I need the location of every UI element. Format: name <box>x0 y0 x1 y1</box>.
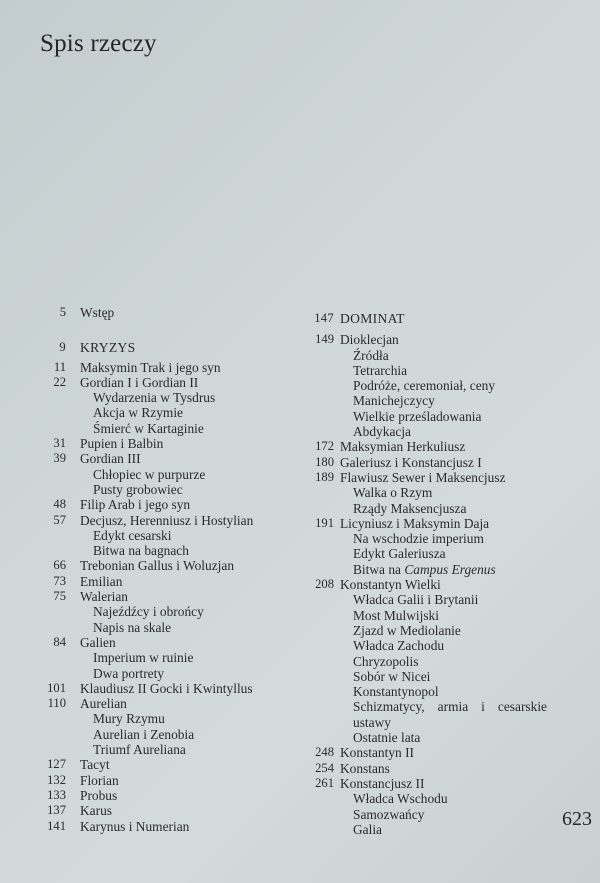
toc-subentry <box>290 424 555 439</box>
toc-entry-text: Filip Arab i jego syn <box>80 497 191 513</box>
toc-page-number: 180 <box>315 454 334 469</box>
toc-entry <box>20 375 290 390</box>
toc-subentry <box>290 822 555 837</box>
toc-entry-title <box>353 378 547 393</box>
toc-entry <box>20 513 290 528</box>
toc-entry-text: Władca Zachodu <box>353 638 445 654</box>
toc-page-number: 248 <box>315 745 334 760</box>
toc-subentry <box>20 421 290 436</box>
toc-subentry <box>290 531 555 546</box>
toc-entry-text: Źródła <box>353 347 389 363</box>
toc-entry <box>290 776 555 791</box>
toc-page-number: 66 <box>53 558 66 573</box>
toc-entry-title <box>353 485 547 500</box>
toc-entry-title <box>353 791 547 806</box>
toc-subentry <box>290 684 555 699</box>
toc-entry-text: Galien <box>80 634 116 650</box>
toc-entry-title <box>353 409 547 424</box>
toc-entry-text: DOMINAT <box>340 311 405 326</box>
toc-entry <box>20 436 290 451</box>
toc-entry-text: Manichejczycy <box>353 393 435 409</box>
toc-section-heading <box>20 340 290 355</box>
toc-entry <box>290 439 555 454</box>
toc-entry-title <box>93 742 186 757</box>
toc-entry <box>20 788 290 803</box>
toc-entry-title <box>80 340 135 355</box>
toc-entry-text: Florian <box>80 772 119 788</box>
toc-entry-title <box>353 501 547 516</box>
toc-entry-text: Sobór w Nicei <box>353 668 431 684</box>
toc-subentry <box>20 650 290 665</box>
toc-entry-text: Licyniusz i Maksymin Daja <box>340 515 490 531</box>
toc-entry-title <box>80 574 122 589</box>
toc-entry-title <box>80 513 253 528</box>
toc-entry-text: Gordian III <box>80 451 141 467</box>
toc-entry-text: Bitwa na bagnach <box>93 543 189 559</box>
toc-entry <box>20 305 290 320</box>
toc-page-number: 133 <box>47 787 66 802</box>
toc-page-number: 147 <box>314 311 334 325</box>
toc-entry-title <box>353 562 547 577</box>
toc-entry-title <box>353 807 547 822</box>
toc-entry <box>290 745 555 760</box>
toc-subentry <box>290 485 555 500</box>
toc-entry-title <box>93 528 171 543</box>
toc-entry-text: Konstancjusz II <box>340 775 425 791</box>
toc-entry-text: Wydarzenia w Tysdrus <box>93 390 216 406</box>
toc-subentry <box>290 654 555 669</box>
toc-subentry <box>20 620 290 635</box>
toc-entry-text: Dioklecjan <box>340 332 399 348</box>
toc-entry-title <box>353 592 547 607</box>
toc-entry-title <box>80 788 117 803</box>
toc-subentry <box>20 390 290 405</box>
toc-entry-text: Władca Galii i Brytanii <box>353 592 479 608</box>
toc-page-number: 141 <box>47 818 66 833</box>
toc-entry-title <box>340 745 414 760</box>
toc-entry-title <box>340 332 399 347</box>
toc-entry-title <box>80 305 114 320</box>
toc-entry-text: Akcja w Rzymie <box>93 405 183 421</box>
toc-page-number: 101 <box>47 680 66 695</box>
toc-subentry <box>290 501 555 516</box>
toc-entry-title <box>93 405 183 420</box>
toc-entry-text: Trebonian Gallus i Woluzjan <box>80 558 235 574</box>
toc-entry-title <box>93 727 194 742</box>
toc-subentry <box>20 405 290 420</box>
toc-subentry <box>290 592 555 607</box>
toc-entry-title <box>353 393 547 408</box>
toc-subentry <box>290 378 555 393</box>
toc-entry-text: Konstantyn II <box>340 745 415 761</box>
toc-entry-title <box>80 635 116 650</box>
toc-subentry <box>20 528 290 543</box>
toc-entry-title <box>353 638 547 653</box>
toc-entry-title <box>340 311 405 326</box>
toc-subentry <box>20 543 290 558</box>
toc-subentry <box>290 669 555 684</box>
toc-entry-title <box>353 363 547 378</box>
toc-entry-text: Zjazd w Mediolanie <box>353 622 461 638</box>
toc-entry-text: Most Mulwijski <box>353 607 439 623</box>
toc-subentry <box>20 467 290 482</box>
toc-entry-title <box>93 543 189 558</box>
toc-entry-title <box>80 451 141 466</box>
toc-entry-title <box>93 482 183 497</box>
toc-entry-text: Dwa portrety <box>93 665 165 681</box>
toc-entry-title <box>353 699 547 730</box>
toc-page-number: 127 <box>47 757 66 772</box>
toc-entry <box>290 761 555 776</box>
toc-page-number: 191 <box>315 515 334 530</box>
toc-entry <box>290 332 555 347</box>
toc-entry <box>20 589 290 604</box>
toc-page-number: 73 <box>53 573 66 588</box>
toc-entry-title <box>80 681 253 696</box>
toc-entry-text: Schizmatycy, armia i cesarskie ustawy <box>353 699 547 730</box>
toc-subentry <box>290 348 555 363</box>
toc-page-number: 39 <box>53 451 66 466</box>
toc-section-heading <box>290 311 555 326</box>
toc-entry <box>20 696 290 711</box>
toc-entry-title <box>93 620 171 635</box>
toc-entry-title <box>80 436 163 451</box>
toc-subentry <box>290 623 555 638</box>
toc-entry-italic-text: Campus Ergenus <box>404 561 496 577</box>
toc-entry-title <box>353 623 547 638</box>
toc-page-number: 261 <box>315 775 334 790</box>
toc-entry-text: Gordian I i Gordian II <box>80 374 199 390</box>
toc-entry-title <box>93 666 164 681</box>
toc-entry <box>290 577 555 592</box>
toc-subentry <box>290 363 555 378</box>
toc-entry-text: Samozwańcy <box>353 806 425 822</box>
toc-entry-text: Tetrarchia <box>353 362 408 378</box>
toc-entry-text: Klaudiusz II Gocki i Kwintyllus <box>80 680 253 696</box>
toc-entry-text: Karynus i Numerian <box>80 818 190 834</box>
toc-subentry <box>290 730 555 745</box>
toc-entry-text: Ostatnie lata <box>353 730 421 746</box>
toc-entry <box>20 819 290 834</box>
toc-entry-title <box>80 696 127 711</box>
toc-entry <box>290 516 555 531</box>
toc-entry-text: Walka o Rzym <box>353 485 433 501</box>
toc-entry <box>20 360 290 375</box>
toc-entry-text: Edykt cesarski <box>93 527 172 543</box>
toc-subentry <box>290 638 555 653</box>
toc-subentry <box>20 666 290 681</box>
toc-entry-title <box>353 608 547 623</box>
toc-entry-title <box>340 776 424 791</box>
toc-entry <box>20 558 290 573</box>
toc-entry-text: Pupien i Balbin <box>80 436 164 452</box>
toc-entry-text: Pusty grobowiec <box>93 481 183 497</box>
toc-page-number: 22 <box>53 374 66 389</box>
toc-entry <box>20 773 290 788</box>
toc-subentry <box>20 482 290 497</box>
toc-subentry <box>290 807 555 822</box>
toc-entry-text: Konstans <box>340 760 390 776</box>
toc-entry-text: Władca Wschodu <box>353 791 448 807</box>
toc-page-number: 137 <box>47 803 66 818</box>
toc-entry-text: Aurelian <box>80 696 127 712</box>
toc-entry-text: Probus <box>80 787 118 803</box>
toc-entry-title <box>80 360 221 375</box>
toc-entry <box>20 681 290 696</box>
toc-entry-text: Rządy Maksencjusza <box>353 500 467 516</box>
toc-subentry <box>290 546 555 561</box>
toc-entry-text: Decjusz, Herenniusz i Hostylian <box>80 512 254 528</box>
toc-page-number: 57 <box>53 512 66 527</box>
toc-entry-title <box>93 467 205 482</box>
toc-entry-title <box>93 650 193 665</box>
toc-entry-text: Wielkie prześladowania <box>353 408 482 424</box>
toc-entry-text: Mury Rzymu <box>93 711 165 727</box>
page-title: Spis rzeczy <box>40 30 157 57</box>
toc-entry-text: Chryzopolis <box>353 653 419 669</box>
toc-entry-text: Galia <box>353 821 382 837</box>
toc-entry <box>20 803 290 818</box>
toc-entry <box>20 451 290 466</box>
toc-page-number: 11 <box>53 359 66 374</box>
toc-entry-title <box>353 669 547 684</box>
toc-entry-title <box>80 803 112 818</box>
toc-entry-title <box>80 497 190 512</box>
toc-page-number: 31 <box>53 436 66 451</box>
toc-page-number: 75 <box>53 589 66 604</box>
toc-entry-title <box>80 558 234 573</box>
toc-subentry <box>290 409 555 424</box>
toc-entry-text: Chłopiec w purpurze <box>93 466 206 482</box>
toc-subentry <box>290 791 555 806</box>
toc-page-number: 254 <box>315 760 334 775</box>
toc-page-number: 132 <box>47 772 66 787</box>
toc-subentry <box>290 393 555 408</box>
toc-subentry <box>290 562 555 577</box>
toc-entry <box>20 757 290 772</box>
toc-entry-title <box>353 531 547 546</box>
toc-page-number: 84 <box>53 634 66 649</box>
toc-entry-text: Walerian <box>80 589 128 605</box>
toc-entry-text: Galeriusz i Konstancjusz I <box>340 454 482 470</box>
toc-entry-title <box>93 390 215 405</box>
toc-subentry <box>290 608 555 623</box>
toc-entry-text: Flawiusz Sewer i Maksencjusz <box>340 469 506 485</box>
toc-entry-title <box>353 348 547 363</box>
toc-right-column <box>290 305 555 837</box>
toc-entry-text: Konstantynopol <box>353 684 439 700</box>
toc-entry-title <box>353 546 547 561</box>
toc-entry-title <box>353 730 547 745</box>
toc-entry-title <box>340 470 506 485</box>
toc-entry-text: Abdykacja <box>353 424 412 440</box>
toc-entry-text: Na wschodzie imperium <box>353 531 484 547</box>
toc-entry <box>20 574 290 589</box>
toc-entry-text: Tacyt <box>80 757 110 773</box>
toc-left-column <box>20 305 290 834</box>
toc-entry-title <box>93 604 204 619</box>
toc-subentry <box>20 727 290 742</box>
toc-page-number: 9 <box>59 340 66 355</box>
page-number: 623 <box>562 808 592 830</box>
toc-entry-title <box>80 773 119 788</box>
toc-entry <box>20 497 290 512</box>
toc-entry-title <box>353 684 547 699</box>
toc-entry-text: KRYZYS <box>80 340 136 356</box>
toc-entry-text: Emilian <box>80 573 123 589</box>
toc-entry-title <box>93 421 204 436</box>
toc-entry-text: Bitwa na <box>353 561 405 577</box>
toc-entry-text: Najeźdźcy i obrońcy <box>93 604 204 620</box>
toc-entry-title <box>80 819 189 834</box>
toc-subentry <box>20 742 290 757</box>
toc-entry-text: Edykt Galeriusza <box>353 546 446 562</box>
toc-entry-title <box>340 761 390 776</box>
toc-entry-text: Triumf Aureliana <box>93 742 186 758</box>
toc-entry-title <box>353 654 547 669</box>
toc-entry-text: Konstantyn Wielki <box>340 577 441 593</box>
toc-page-number: 110 <box>47 696 66 711</box>
toc-entry <box>290 455 555 470</box>
toc-entry-text: Karus <box>80 803 112 819</box>
toc-entry <box>290 470 555 485</box>
toc-entry-title <box>340 516 489 531</box>
toc-entry-text: Podróże, ceremoniał, ceny <box>353 378 496 394</box>
toc-entry <box>20 635 290 650</box>
toc-entry-title <box>93 711 165 726</box>
toc-entry-title <box>80 757 110 772</box>
toc-page-number: 189 <box>315 469 334 484</box>
toc-subentry <box>20 711 290 726</box>
toc-entry-title <box>340 577 441 592</box>
toc-entry-text: Aurelian i Zenobia <box>93 726 195 742</box>
toc-page-number: 172 <box>315 439 334 454</box>
toc-page-number: 48 <box>53 497 66 512</box>
toc-page-number: 208 <box>315 577 334 592</box>
toc-page-number: 5 <box>59 305 66 319</box>
toc-entry-title <box>340 439 465 454</box>
toc-entry-text: Imperium w ruinie <box>93 650 194 666</box>
toc-entry-title <box>80 589 128 604</box>
toc-subentry <box>20 604 290 619</box>
toc-entry-text: Maksymian Herkuliusz <box>340 439 466 455</box>
toc-entry-text: Śmierć w Kartaginie <box>93 420 204 436</box>
toc-subentry <box>290 699 555 730</box>
toc-entry-text: Napis na skale <box>93 619 172 635</box>
toc-entry-text: Wstęp <box>80 305 115 320</box>
toc-entry-title <box>340 455 482 470</box>
toc-entry-title <box>353 822 547 837</box>
toc-entry-title <box>353 424 547 439</box>
toc-page-number: 149 <box>315 332 334 347</box>
toc-entry-title <box>80 375 198 390</box>
toc-entry-text: Maksymin Trak i jego syn <box>80 359 221 375</box>
